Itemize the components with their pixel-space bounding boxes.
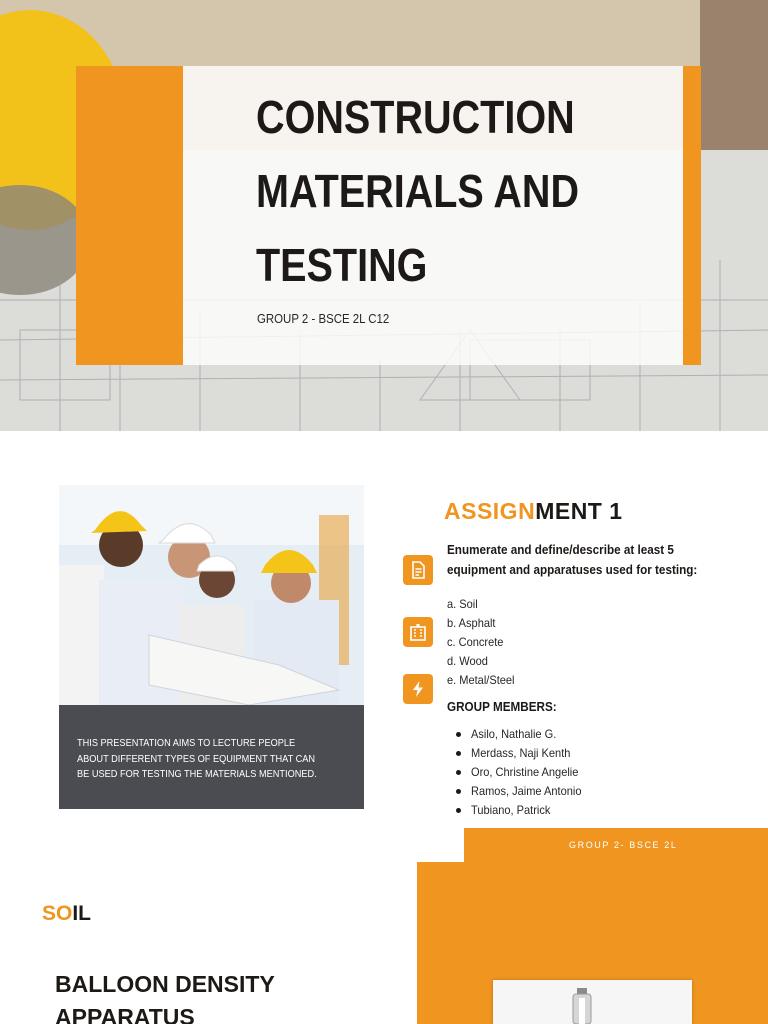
list-item: a. Soil [447, 597, 478, 611]
cover-title-line-1: CONSTRUCTION [256, 91, 575, 143]
cover-title-line-2: MATERIALS AND [256, 165, 580, 217]
equipment-heading-line-2: APPARATUS [55, 1004, 195, 1024]
member-name: Ramos, Jaime Antonio [471, 784, 582, 798]
cover-slide [0, 0, 768, 431]
document-icon [403, 555, 433, 585]
cover-subtitle: GROUP 2 - BSCE 2L C12 [257, 311, 390, 326]
equipment-heading-line-1: BALLOON DENSITY [55, 971, 275, 997]
cover-accent-strip-right [683, 66, 701, 365]
member-name: Tubiano, Patrick [471, 803, 551, 817]
group-members-title: GROUP MEMBERS: [447, 699, 557, 714]
list-item: d. Wood [447, 654, 488, 668]
list-item [456, 744, 591, 763]
assignment-heading-rest: MENT 1 [535, 498, 623, 524]
materials-list [447, 595, 520, 690]
soil-slide [0, 828, 768, 1024]
member-name: Asilo, Nathalie G. [471, 727, 557, 741]
building-icon [403, 617, 433, 647]
engineers-photo [59, 485, 364, 705]
group-members-list [456, 725, 591, 820]
list-item [456, 782, 591, 801]
member-name: Merdass, Naji Kenth [471, 746, 571, 760]
list-item: b. Asphalt [447, 616, 496, 630]
list-item [456, 801, 591, 820]
footer-label: GROUP 2- BSCE 2L [569, 840, 678, 850]
lightning-icon [403, 674, 433, 704]
assignment-heading-highlight: ASSIGN [444, 498, 536, 524]
list-item [456, 763, 591, 782]
cover-title [256, 80, 617, 302]
presentation-caption: THIS PRESENTATION AIMS TO LECTURE PEOPLE ABOUT DIFFERENT TYPES OF EQUIPMENT THAT CAN BE USED FOR TESTING THE MATERIALS MENTIONED. [77, 738, 317, 780]
equipment-heading [55, 968, 385, 1024]
section-title-rest: IL [72, 902, 92, 925]
cover-accent-block-left [76, 66, 183, 365]
assignment-instruction: Enumerate and define/describe at least 5 equipment and apparatuses used for testing: [447, 542, 698, 577]
cover-title-line-3: TESTING [256, 239, 428, 291]
assignment-slide [0, 431, 768, 831]
assignment-heading [444, 498, 623, 525]
section-title [42, 902, 91, 926]
list-item [456, 725, 591, 744]
list-item: e. Metal/Steel [447, 673, 515, 687]
balloon-density-apparatus-photo [493, 980, 692, 1024]
member-name: Oro, Christine Angelie [471, 765, 579, 779]
section-title-highlight: SO [42, 902, 73, 925]
list-item: c. Concrete [447, 635, 504, 649]
